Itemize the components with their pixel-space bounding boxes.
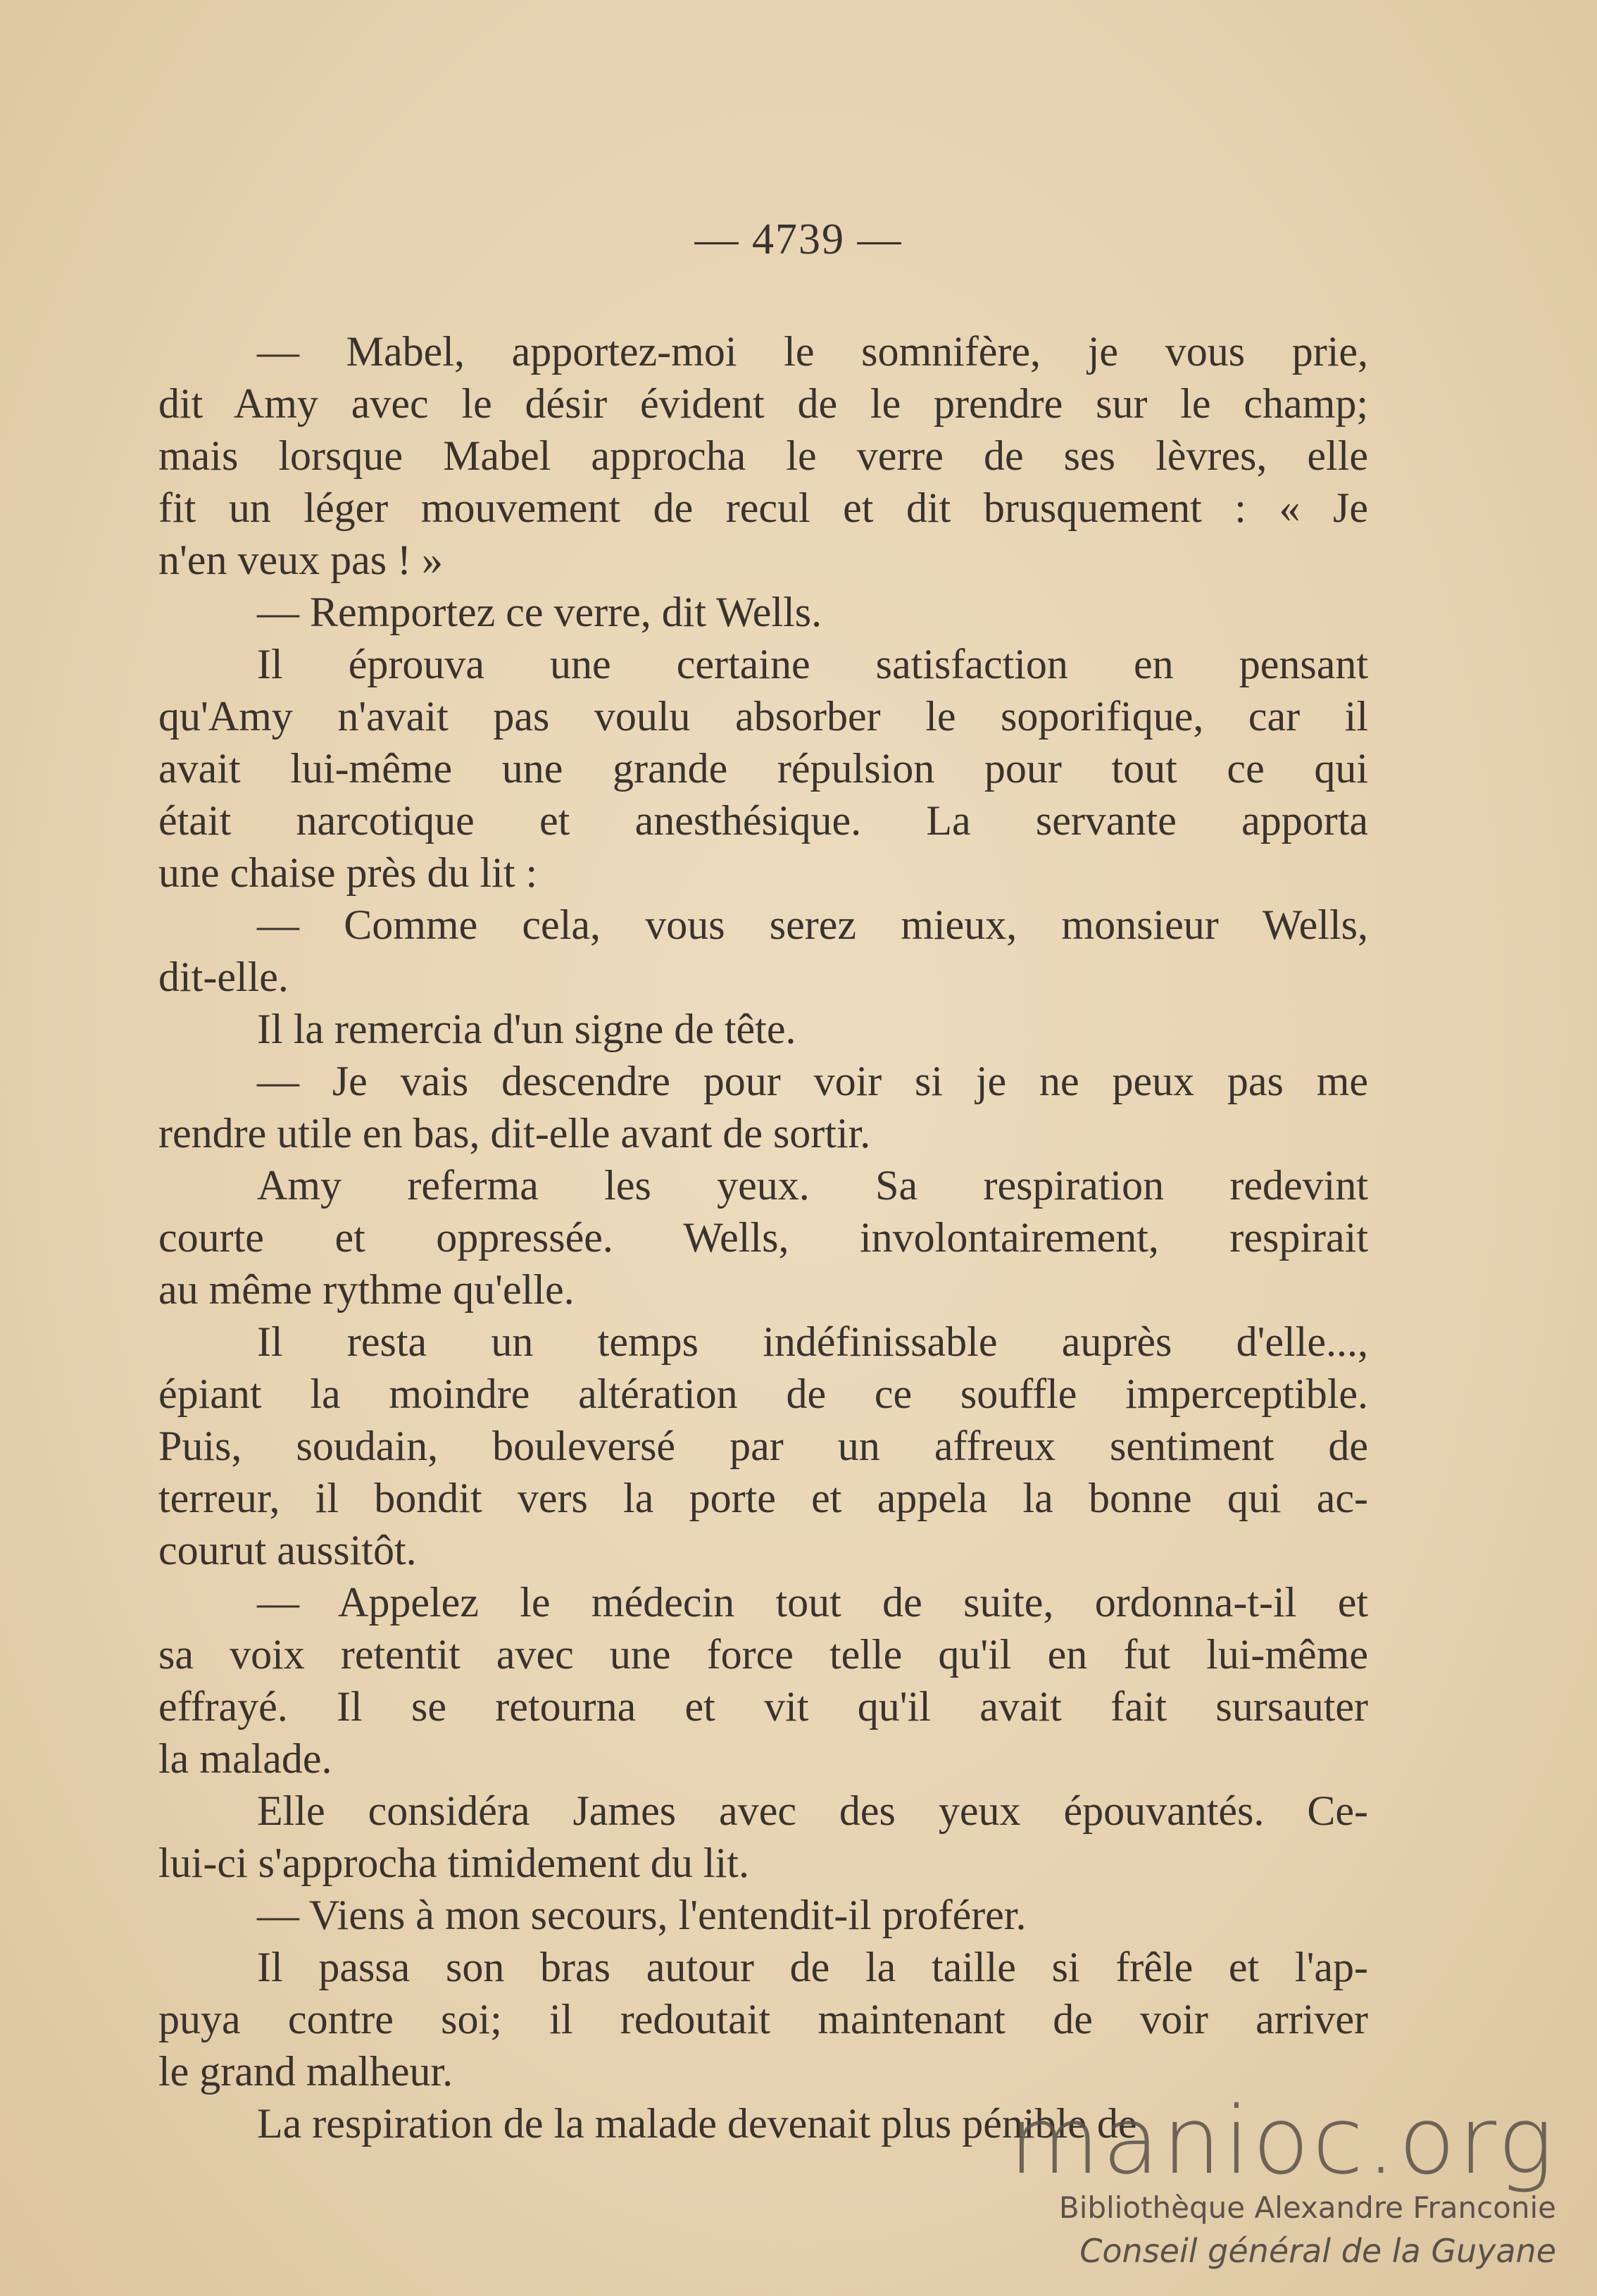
watermark-council: Conseil général de la Guyane — [1079, 2232, 1556, 2270]
text-line: avait lui-même une grande répulsion pour tout ce qui — [158, 745, 1368, 792]
watermark — [1008, 2087, 1556, 2273]
text-line: terreur, il bondit vers la porte et appela la bonne qui ac- — [158, 1475, 1368, 1521]
text-line: effrayé. Il se retourna et vit qu'il avait fait sursauter — [158, 1683, 1368, 1730]
text-line: — Appelez le médecin tout de suite, ordonna-t-il et — [257, 1579, 1368, 1626]
text-line: une chaise près du lit : — [158, 849, 538, 896]
text-line: dit-elle. — [158, 954, 289, 1000]
text-line: Il resta un temps indéfinissable auprès d'elle..., — [257, 1318, 1368, 1365]
text-line: rendre utile en bas, dit-elle avant de sortir. — [158, 1110, 871, 1156]
text-line: Puis, soudain, bouleversé par un affreux sentiment de — [158, 1423, 1368, 1469]
text-line: Elle considéra James avec des yeux épouvantés. Ce- — [257, 1787, 1368, 1834]
text-line: dit Amy avec le désir évident de le prendre sur le champ; — [158, 380, 1368, 427]
text-line: puya contre soi; il redoutait maintenant de voir arriver — [158, 1996, 1368, 2042]
text-line: n'en veux pas ! » — [158, 537, 444, 583]
page-number: — 4739 — — [694, 216, 903, 263]
text-line: courut aussitôt. — [158, 1527, 417, 1573]
text-line: mais lorsque Mabel approcha le verre de ses lèvres, elle — [158, 432, 1368, 479]
text-line: Amy referma les yeux. Sa respiration redevint — [257, 1162, 1368, 1209]
text-line: le grand malheur. — [158, 2048, 453, 2095]
watermark-logo: manioc.org — [1008, 2087, 1556, 2195]
text-line: Il la remercia d'un signe de tête. — [257, 1006, 796, 1052]
text-line: La respiration de la malade devenait plus pénible de — [257, 2100, 1137, 2147]
text-line: lui-ci s'approcha timidement du lit. — [158, 1840, 749, 1886]
text-line: — Je vais descendre pour voir si je ne peux pas me — [257, 1058, 1368, 1104]
text-line: qu'Amy n'avait pas voulu absorber le soporifique, car il — [158, 693, 1368, 740]
text-line: épiant la moindre altération de ce souffle imperceptible. — [158, 1371, 1368, 1417]
text-line: la malade. — [158, 1735, 332, 1782]
text-line: fit un léger mouvement de recul et dit brusquement : « Je — [158, 485, 1368, 531]
text-line: courte et oppressée. Wells, involontairement, respirait — [158, 1214, 1368, 1261]
text-line: — Mabel, apportez-moi le somnifère, je vous prie, — [257, 328, 1368, 375]
text-line: — Viens à mon secours, l'entendit-il proférer. — [257, 1892, 1027, 1938]
text-line: sa voix retentit avec une force telle qu'il en fut lui-même — [158, 1631, 1368, 1678]
text-line: au même rythme qu'elle. — [158, 1266, 575, 1313]
text-line: était narcotique et anesthésique. La servante apporta — [158, 797, 1368, 844]
watermark-library: Bibliothèque Alexandre Franconie — [1058, 2190, 1556, 2225]
text-line: Il éprouva une certaine satisfaction en pensant — [257, 641, 1368, 687]
body-text — [158, 325, 1368, 2150]
text-line: — Comme cela, vous serez mieux, monsieur Wells, — [257, 901, 1368, 948]
text-line: Il passa son bras autour de la taille si frêle et l'ap- — [257, 1944, 1368, 1990]
text-line: — Remportez ce verre, dit Wells. — [257, 589, 822, 635]
